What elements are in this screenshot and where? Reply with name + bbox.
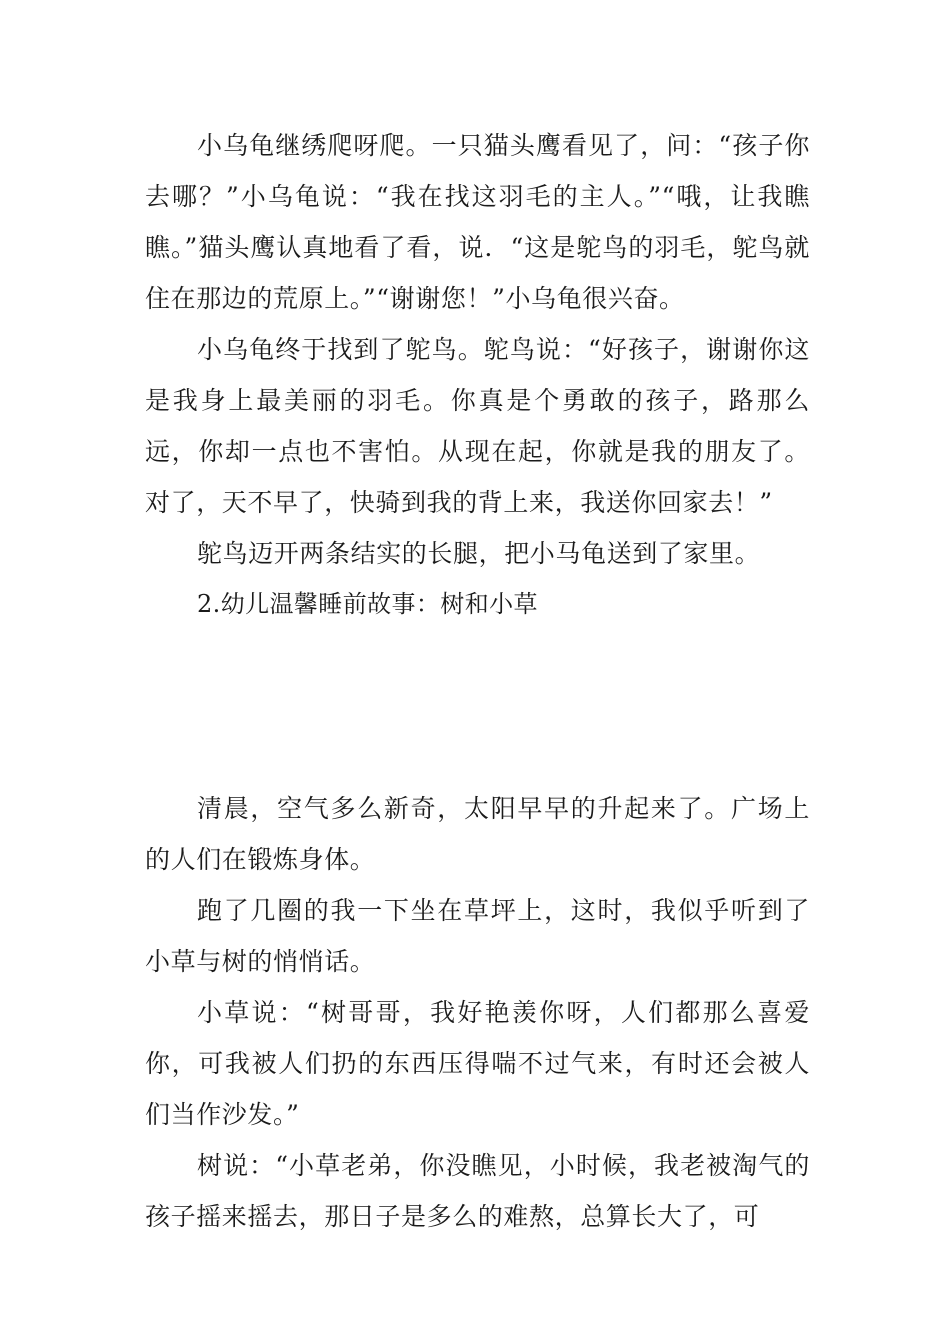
paragraph-grass-speaks: 小草说：“树哥哥，我好艳羡你呀，人们都那么喜爱你，可我被人们扔的东西压得喘不过气来，有时还会被人们当作沙发。”	[145, 998, 810, 1129]
paragraph-lawn: 跑了几圈的我一下坐在草坪上，这时，我似乎听到了小草与树的悄悄话。	[145, 896, 810, 976]
paragraph-tree-speaks: 树说：“小草老弟，你没瞧见，小时候，我老被淘气的孩子摇来摇去，那日子是多么的难熬，总算长大了，可	[145, 1151, 810, 1231]
story-heading: 2.幼儿温馨睡前故事：树和小草	[197, 590, 538, 618]
paragraph-ostrich-home: 鸵鸟迈开两条结实的长腿，把小马龟送到了家里。	[197, 539, 761, 568]
paragraph-morning: 清晨，空气多么新奇，太阳早早的升起来了。广场上的人们在锻炼身体。	[145, 794, 810, 874]
paragraph-ostrich: 小乌龟终于找到了鸵鸟。鸵鸟说：“好孩子，谢谢你这是我身上最美丽的羽毛。你真是个勇敢的孩子，路那么远，你却一点也不害怕。从现在起，你就是我的朋友了。对了，天不早了，快骑到我的背上来，我送你回家去！”	[145, 335, 810, 517]
section-gap	[145, 630, 810, 783]
paragraph-owl: 小乌龟继绣爬呀爬。一只猫头鹰看见了，问：“孩子你去哪？”小乌龟说：“我在找这羽毛的主人。”“哦，让我瞧瞧。”猫头鹰认真地看了看，说．“这是鸵鸟的羽毛，鸵鸟就住在那边的荒原上。”“谢谢您！”小乌龟很兴奋。	[145, 131, 810, 313]
document-page	[145, 120, 810, 1242]
